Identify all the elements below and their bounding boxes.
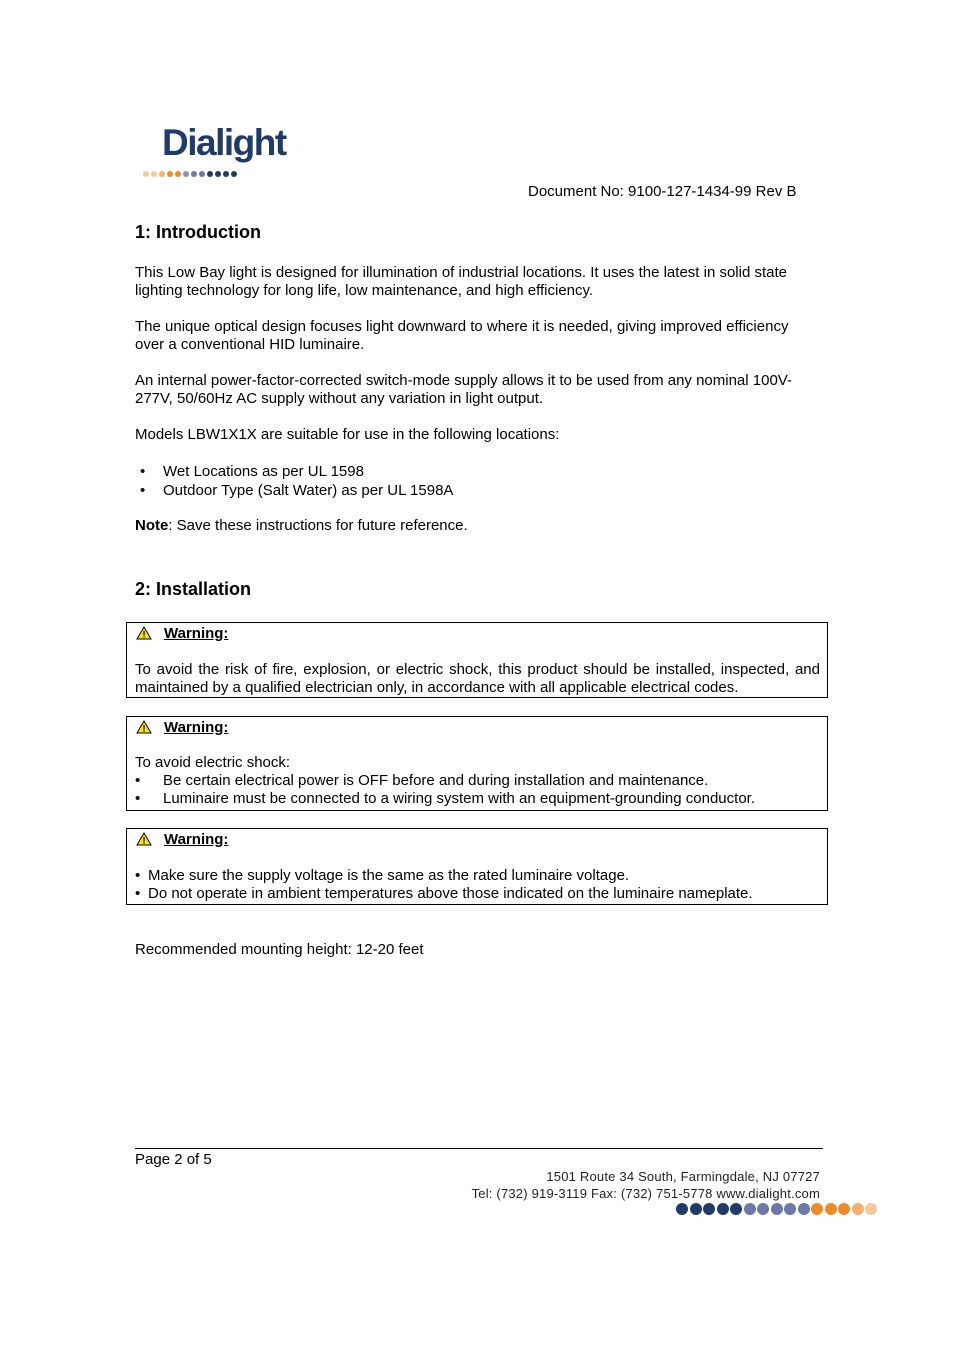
warning-bullet: • Do not operate in ambient temperatures above those indicated on the luminaire nameplate. — [135, 885, 753, 902]
intro-paragraph-3: An internal power-factor-corrected switch-mode supply allows it to be used from any nominal 100V-277V, 50/60Hz AC supply without any variation in light output. — [135, 372, 792, 407]
location-bullet: • Outdoor Type (Salt Water) as per UL 1598A — [140, 482, 454, 499]
footer-dot-strip — [676, 1202, 879, 1216]
warning-intro: To avoid electric shock: — [135, 754, 291, 771]
note-text: Note: Save these instructions for future reference. — [135, 517, 468, 534]
section-heading-introduction: 1: Introduction — [135, 222, 261, 242]
warning-box — [126, 622, 828, 698]
warning-bullet: • Be certain electrical power is OFF before and during installation and maintenance. — [135, 772, 709, 789]
warning-triangle-icon — [136, 720, 152, 734]
warning-label: Warning: — [164, 718, 229, 736]
intro-paragraph-1: This Low Bay light is designed for illumination of industrial locations. It uses the latest in solid state lighting technology for long life, low maintenance, and high efficiency. — [135, 264, 788, 299]
footer-contact: Tel: (732) 919-3119 Fax: (732) 751-5778 www.dialight.com — [471, 1186, 820, 1201]
page-number: Page 2 of 5 — [135, 1151, 212, 1168]
logo-dot-strip — [143, 164, 239, 172]
mounting-height: Recommended mounting height: 12-20 feet — [135, 941, 424, 958]
bullet-icon: • — [135, 772, 141, 789]
company-logo: Dialight — [162, 122, 286, 163]
footer-address: 1501 Route 34 South, Farmingdale, NJ 07727 — [546, 1169, 820, 1184]
warning-bullet: • Make sure the supply voltage is the same as the rated luminaire voltage. — [135, 867, 630, 884]
bullet-icon: • — [140, 463, 146, 480]
footer-divider — [135, 1148, 823, 1149]
warning-title — [136, 829, 228, 849]
warning-bullet: • Luminaire must be connected to a wiring system with an equipment-grounding conductor. — [135, 790, 755, 807]
location-bullet: • Wet Locations as per UL 1598 — [140, 463, 364, 480]
warning-box — [126, 716, 828, 811]
bullet-icon: • — [135, 885, 141, 902]
warning-label: Warning: — [164, 624, 229, 642]
warning-label: Warning: — [164, 830, 229, 848]
warning-box — [126, 828, 828, 905]
intro-paragraph-2: The unique optical design focuses light downward to where it is needed, giving improved efficiency over a conventional HID luminaire. — [135, 318, 789, 353]
bullet-icon: • — [140, 482, 146, 499]
bullet-icon: • — [135, 790, 141, 807]
warning-triangle-icon — [136, 832, 152, 846]
warning-title — [136, 623, 228, 643]
section-heading-installation: 2: Installation — [135, 579, 252, 599]
document-number: Document No: 9100-127-1434-99 Rev B — [528, 183, 797, 200]
bullet-icon: • — [135, 867, 141, 884]
intro-paragraph-4: Models LBW1X1X are suitable for use in the following locations: — [135, 426, 560, 443]
warning-title — [136, 717, 228, 737]
warning-text: To avoid the risk of fire, explosion, or electric shock, this product should be installed, inspected, and maintained by a qualified electrician only, in accordance with all applicable electrical codes. — [135, 661, 820, 696]
warning-triangle-icon — [136, 626, 152, 640]
note-label: Note — [135, 517, 169, 534]
